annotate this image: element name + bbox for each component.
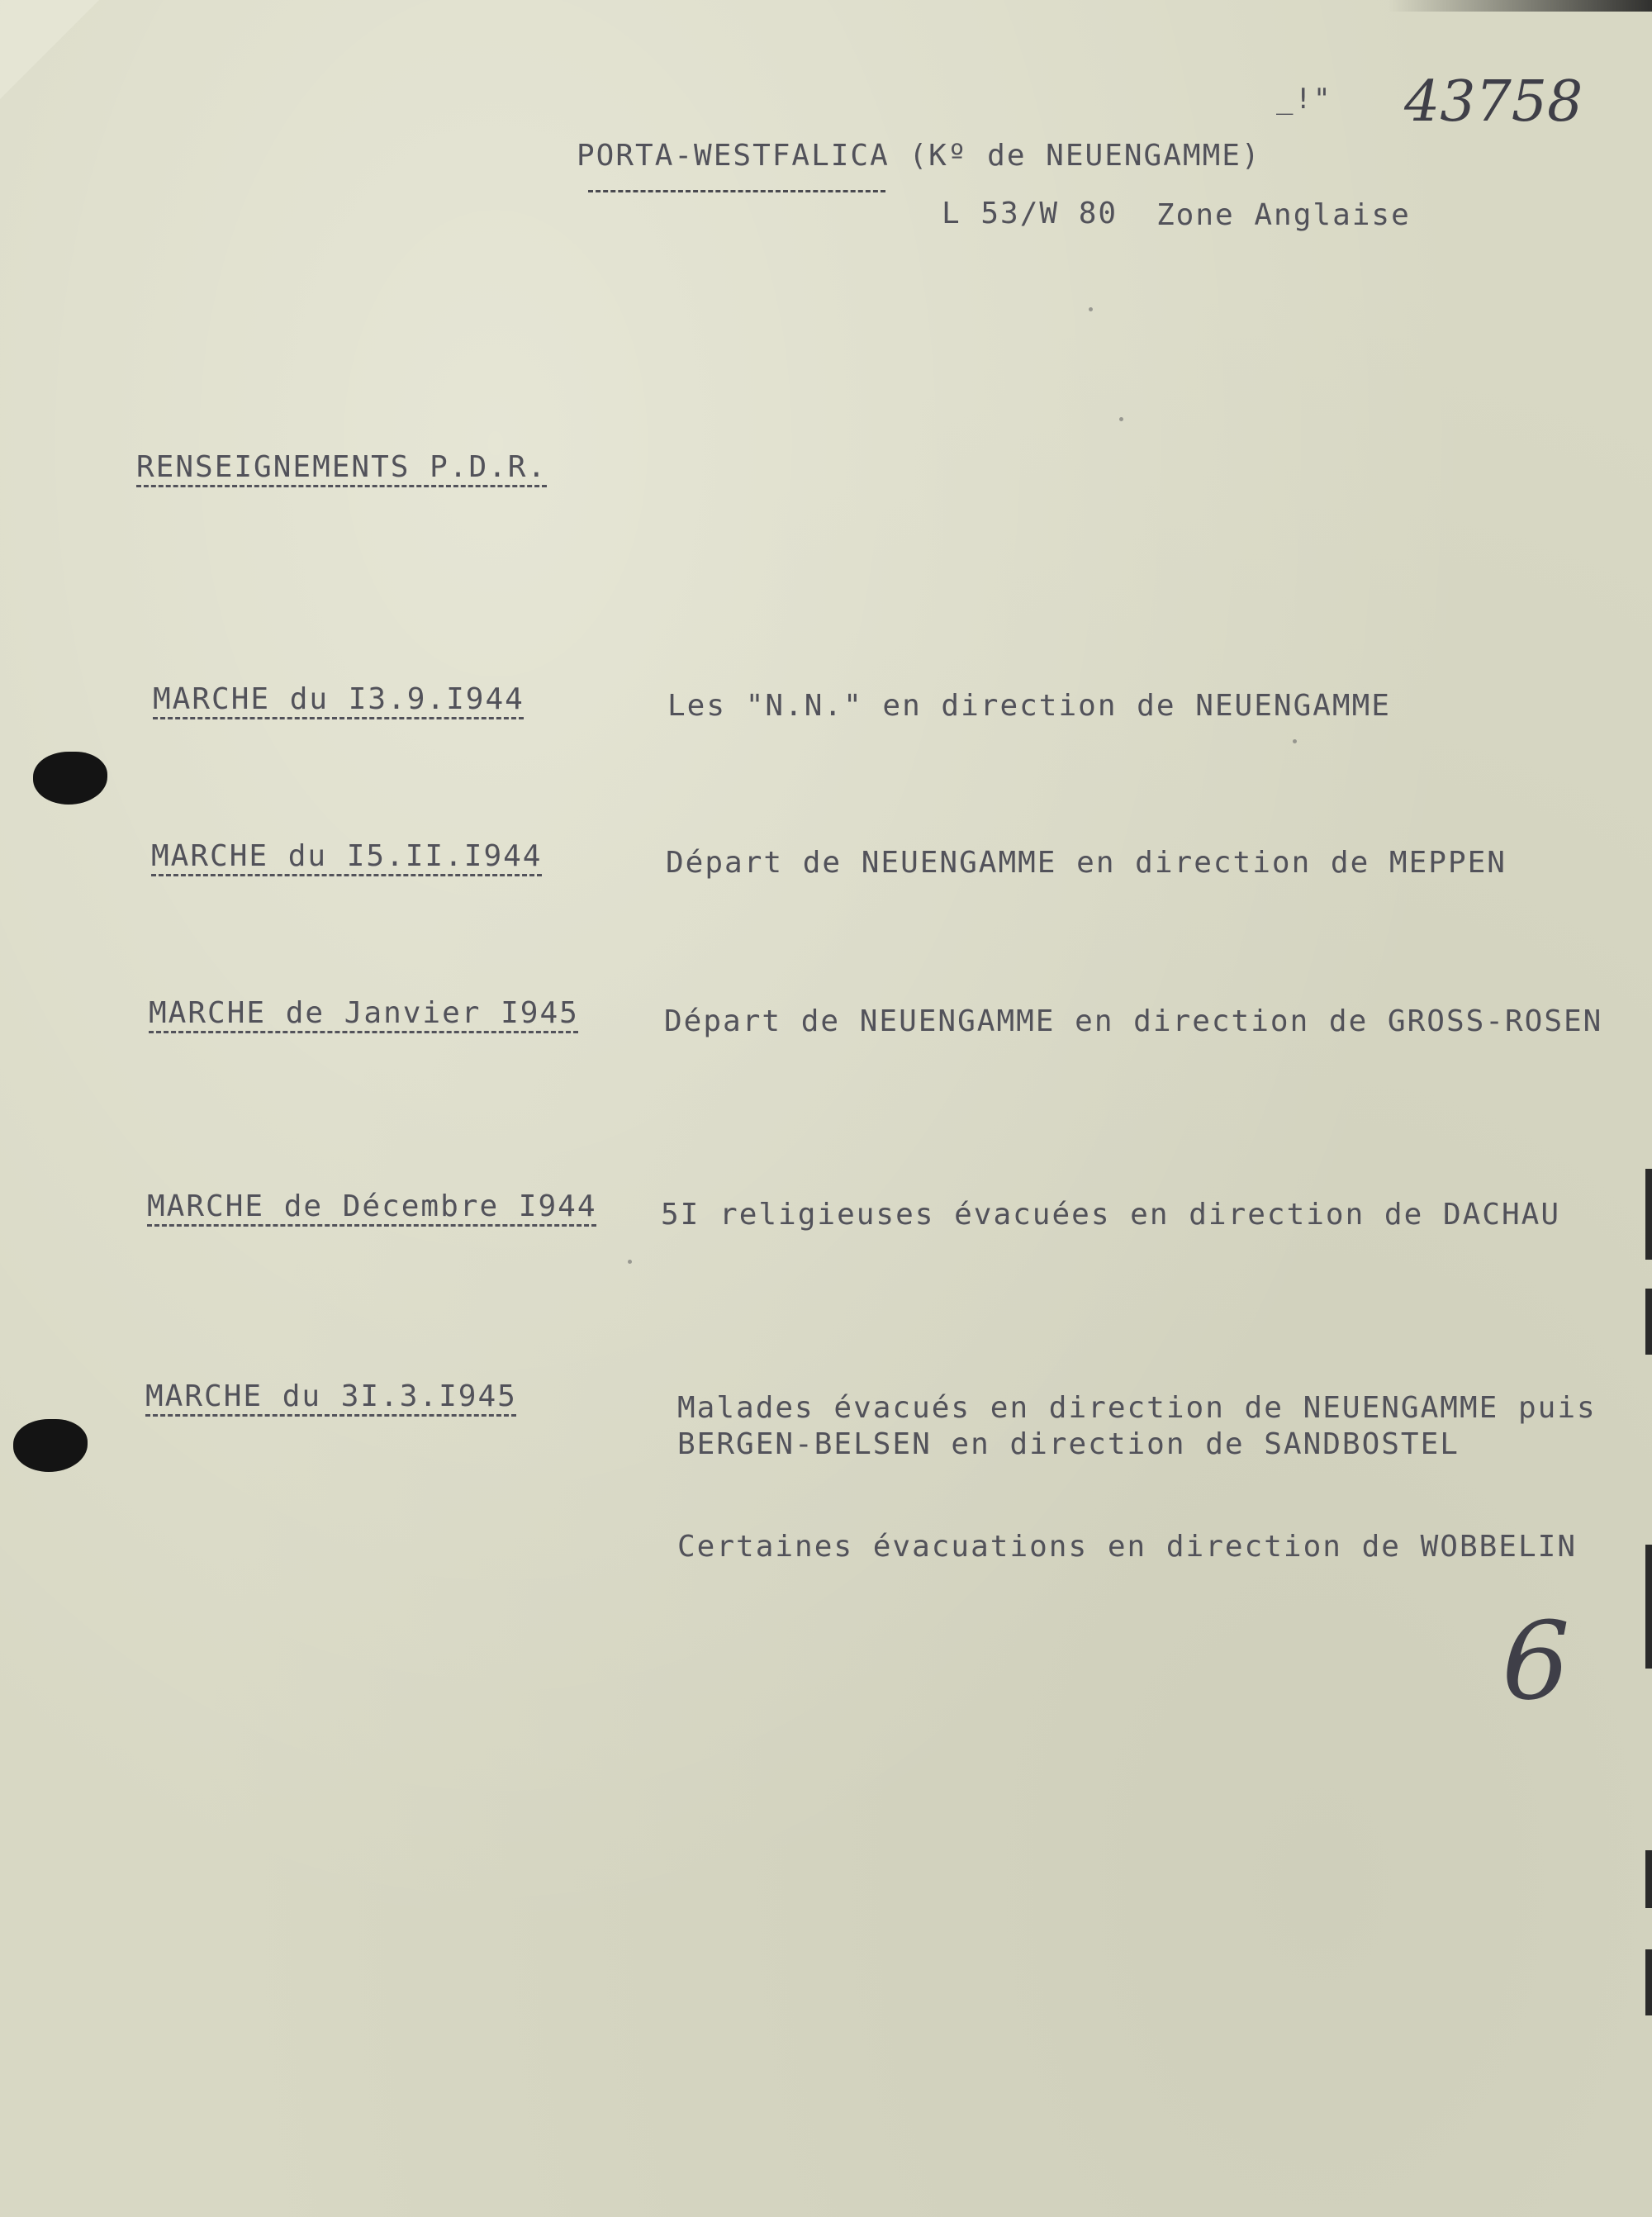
entry-description-line: Malades évacués en direction de NEUENGAMME puis [677,1391,1597,1425]
scan-edge-mark [1645,1545,1652,1669]
document-title: PORTA-WESTFALICA (Kº de NEUENGAMME) [577,139,1261,173]
entry-label: MARCHE du 3I.3.I945 [145,1379,517,1413]
section-heading: RENSEIGNEMENTS P.D.R. [136,450,548,484]
title-rule [588,190,885,192]
reference-code: L 53/W 80 [942,197,1118,230]
archive-prefix: _!" [1276,83,1332,116]
punch-hole-icon [33,752,107,805]
scan-edge-shadow [1388,0,1652,12]
scan-edge-mark [1645,1850,1652,1908]
archive-number: 43758 [1404,69,1583,135]
entry-label: MARCHE de Décembre I944 [147,1189,597,1223]
paper-speck [628,1260,632,1264]
entry-description-line: BERGEN-BELSEN en direction de SANDBOSTEL [677,1427,1460,1461]
entry-label: MARCHE du I3.9.I944 [153,682,525,716]
entry-description: Départ de NEUENGAMME en direction de MEPPEN [666,846,1507,880]
paper-speck [1119,417,1123,421]
entry-label: MARCHE de Janvier I945 [149,996,579,1030]
additional-note: Certaines évacuations en direction de WOBBELIN [677,1530,1577,1564]
entry-description: 5I religieuses évacuées en direction de DACHAU [661,1198,1560,1232]
punch-hole-icon [13,1419,88,1472]
paper-corner-fold [0,0,99,99]
entry-label: MARCHE du I5.II.I944 [151,839,543,873]
entry-description: Les "N.N." en direction de NEUENGAMME [667,689,1391,723]
page-number: 6 [1502,1598,1570,1724]
zone-label: Zone Anglaise [1156,198,1411,232]
scan-edge-mark [1645,1289,1652,1355]
entry-description: Départ de NEUENGAMME en direction de GROSS-ROSEN [664,1004,1603,1038]
paper-speck [1089,307,1093,311]
scan-edge-mark [1645,1169,1652,1260]
paper-speck [1293,739,1297,743]
scan-edge-mark [1645,1949,1652,2015]
